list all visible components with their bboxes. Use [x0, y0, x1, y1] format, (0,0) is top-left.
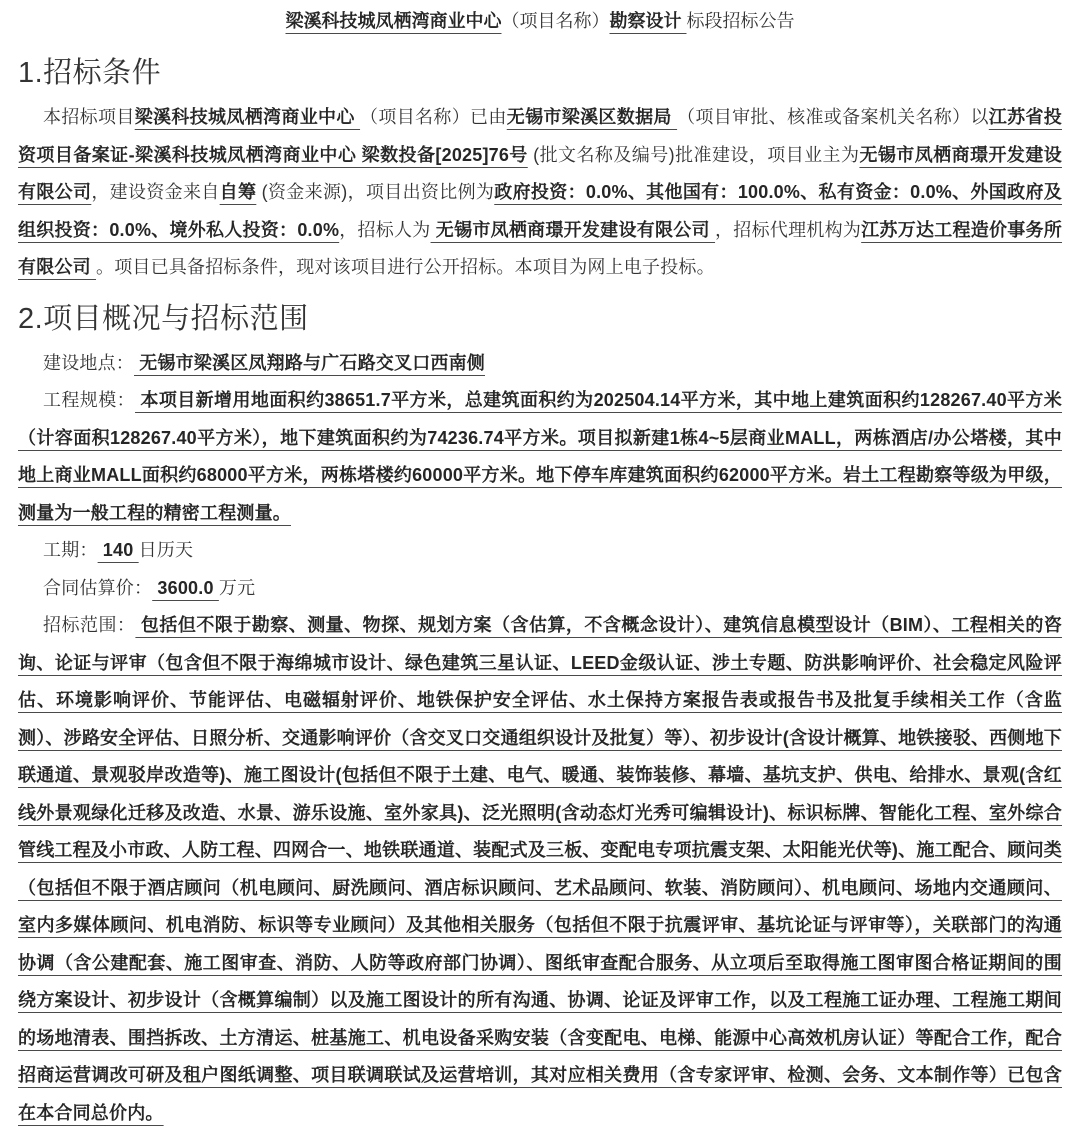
text-segment: 。项目已具备招标条件，现对该项目进行公开招标。本项目为网上电子投标。 — [96, 257, 715, 277]
filled-blank-text: 梁溪科技城凤栖湾商业中心 — [285, 11, 502, 31]
filled-blank-text: 本项目新增用地面积约38651.7平方米，总建筑面积约为202504.14平方米，其中地上建筑面积约128267.40平方米（计容面积128267.40平方米），地下建筑面积约为74236.74平方米。项目拟新建1栋4~5层商业MALL，两栋酒店/办公塔楼，其中地上商业MALL面积约68000平方米，两栋塔楼约60000平方米。地下停车库建筑面积约62000平方米。岩土工程勘察等级为甲级，测量为一般工程的精密工程测量。 — [18, 390, 1063, 523]
filled-blank-text: 无锡市梁溪区凤翔路与广石路交叉口西南侧 — [134, 352, 485, 373]
construction-site-row — [18, 345, 1062, 383]
filled-blank-text: 政府投资：0.0%、其他国有：100.0%、私有资金：0.0%、外国政府及组织投资：0.0%、境外私人投资：0.0% — [18, 182, 1062, 240]
text-segment: 本招标项目 — [43, 107, 135, 127]
duration-row — [18, 532, 1062, 570]
text-segment: ，招标人为 — [339, 219, 431, 240]
project-scale-row — [18, 382, 1062, 532]
tender-conditions-paragraph — [18, 99, 1062, 287]
text-segment: ，建设资金来自 — [91, 182, 220, 202]
text-segment: 工程规模： — [43, 390, 136, 410]
filled-blank-text: 3600.0 — [152, 577, 219, 598]
text-segment: (资金来源)，项目出资比例为 — [256, 182, 495, 202]
text-segment: 万元 — [218, 577, 256, 598]
text-segment: 招标范围： — [43, 615, 136, 635]
text-segment: ，招标代理机构为 — [715, 219, 862, 240]
filled-blank-text: 江苏省投资项目备案证-梁溪科技城凤栖湾商业中心 梁数投备[2025]76号 — [18, 107, 1063, 165]
section-heading-project-overview: 2.项目概况与招标范围 — [18, 302, 309, 335]
text-segment: 标段招标公告 — [686, 11, 795, 31]
filled-blank-text: 梁溪科技城凤栖湾商业中心 — [134, 107, 361, 127]
filled-blank-text: 140 — [97, 540, 139, 560]
text-segment: 工期： — [43, 540, 98, 560]
text-segment: 建设地点： — [43, 352, 134, 373]
filled-blank-text: 无锡市凤栖商璟开发建设有限公司 — [18, 144, 1062, 202]
filled-blank-text: 无锡市凤栖商璟开发建设有限公司 — [430, 219, 716, 240]
text-segment: （项目名称） — [501, 11, 610, 31]
section-heading-tender-conditions: 1.招标条件 — [18, 57, 162, 89]
filled-blank-text: 江苏万达工程造价事务所有限公司 — [18, 219, 1063, 277]
filled-blank-text: 包括但不限于勘察、测量、物探、规划方案（含估算，不含概念设计）、建筑信息模型设计（BIM）、工程相关的咨询、论证与评审（包含但不限于海绵城市设计、绿色建筑三星认证、LEED金级认证、涉土专题、防洪影响评价、社会稳定风险评估、环境影响评价、节能评估、电磁辐射评价、地铁保护安全评估、水土保持方案报告表或报告书及批复手续相关工作（含监测）、涉路安全评估、日照分析、交通影响评价（含交叉口交通组织设计及批复）等）、初步设计(含设计概算、地铁接驳、西侧地下联通道、景观驳岸改造等)、施工图设计(包括但不限于土建、电气、暖通、装饰装修、幕墙、基坑支护、供电、给排水、景观(含红线外景观绿化迁移及改造、水景、游乐设施、室外家具)、泛光照明(含动态灯光秀可编辑设计)、标识标牌、智能化工程、室外综合管线工程及小市政、人防工程、四网合一、地铁联通道、装配式及三板、变配电专项抗震支架、太阳能光伏等)、施工配合、顾问类（包括但不限于酒店顾问（机电顾问、厨洗顾问、酒店标识顾问、艺术品顾问、软装、消防顾问）、机电顾问、场地内交通顾问、室内多媒体顾问、机电消防、标识等专业顾问）及其他相关服务（包括但不限于抗震评审、基坑论证与评审等），关联部门的沟通协调（含公建配套、施工图审查、消防、人防等政府部门协调）、图纸审查配合服务、从立项后至取得施工图审图合格证期间的围绕方案设计、初步设计（含概算编制）以及施工图设计的所有沟通、协调、论证及评审工作，以及工程施工证办理、工程施工期间的场地清表、围挡拆改、土方清运、桩基施工、机电设备采购安装（含变配电、电梯、能源中心高效机房认证）等配合工作，配合招商运营调改可研及租户图纸调整、项目联调联试及运营培训，其对应相关费用（含专家评审、检测、会务、文本制作等）已包含在本合同总价内。 — [18, 615, 1063, 1123]
text-segment: （项目名称）已由 — [360, 107, 507, 127]
bid-scope-row — [18, 607, 1062, 1132]
document-title — [18, 0, 1062, 41]
text-segment: （项目审批、核准或备案机关名称）以 — [677, 107, 989, 127]
filled-blank-text: 勘察设计 — [609, 11, 687, 31]
contract-estimate-row — [18, 570, 1062, 608]
text-segment: 合同估算价： — [43, 577, 153, 598]
text-segment: 日历天 — [138, 540, 194, 560]
filled-blank-text: 无锡市梁溪区数据局 — [506, 107, 678, 127]
filled-blank-text: 自筹 — [219, 182, 257, 202]
text-segment: (批文名称及编号)批准建设，项目业主为 — [527, 144, 860, 165]
